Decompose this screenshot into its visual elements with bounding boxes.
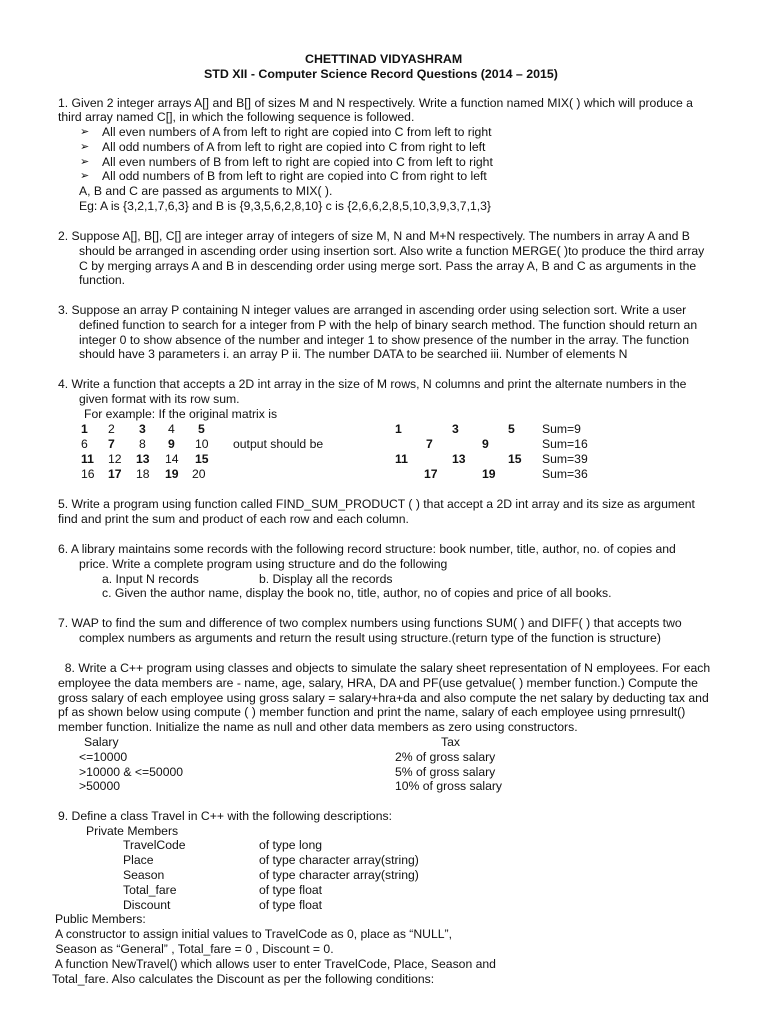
- output-cell: 1: [395, 422, 402, 436]
- q8-line-5: member function. Initialize the name as null and other data members as zero using constructors.: [58, 720, 578, 734]
- q1-example: Eg: A is {3,2,1,7,6,3} and B is {9,3,5,6,2,8,10} c is {2,6,6,2,8,5,10,3,9,3,7,1,3}: [79, 199, 491, 213]
- output-cell: 19: [482, 467, 496, 481]
- output-cell: 15: [508, 452, 522, 466]
- page-title: STD XII - Computer Science Record Questions (2014 – 2015): [204, 67, 558, 81]
- q9-discount: Total_fare. Also calculates the Discount as per the following conditions:: [52, 972, 435, 986]
- q5-line-2: find and print the sum and product of each row and each column.: [58, 512, 409, 526]
- matrix-cell: 2: [108, 422, 115, 436]
- q3-line-1: 3. Suppose an array P containing N integer values are arranged in ascending order using selection sort. Write a user: [58, 303, 687, 317]
- q3-line-4: should have 3 parameters i. an array P ii. The number DATA to be searched iii. Number of elements N: [79, 347, 628, 361]
- q9-line-1: 9. Define a class Travel in C++ with the following descriptions:: [58, 809, 392, 823]
- q3-line-2: defined function to search for a integer from P with the help of binary search method. The function should return an: [79, 318, 698, 332]
- salary-cell: >50000: [79, 779, 121, 793]
- matrix-cell: 14: [165, 452, 179, 466]
- matrix-cell: 1: [81, 422, 88, 436]
- q1-bullet-4: ➢ All odd numbers of B from left to right are copied into C from right to left: [102, 169, 487, 184]
- output-cell: 11: [395, 452, 408, 466]
- row-sum: Sum=36: [542, 467, 588, 481]
- q1-line-2: third array named C[], in which the following sequence is followed.: [58, 110, 415, 124]
- tax-header: Tax: [441, 735, 460, 749]
- matrix-cell: 6: [81, 437, 88, 451]
- member-type: of type float: [259, 883, 323, 897]
- q8-line-4: pf as shown below using compute ( ) member function and print the name, salary of each employee using prnresult(): [58, 705, 686, 719]
- q5-line-1: 5. Write a program using function called FIND_SUM_PRODUCT ( ) that accept a 2D int array and its size as argument: [58, 497, 695, 511]
- member-type: of type float: [259, 898, 323, 912]
- matrix-cell: 17: [108, 467, 122, 481]
- school-name: CHETTINAD VIDYASHRAM: [305, 52, 463, 66]
- q4-line-2: given format with its row sum.: [79, 392, 240, 406]
- q1-bullet-2: ➢ All odd numbers of A from left to right are copied into C from right to left: [102, 140, 485, 155]
- row-sum: Sum=16: [542, 437, 588, 451]
- q9-constructor: A constructor to assign initial values to TravelCode as 0, place as “NULL”,: [55, 927, 452, 941]
- tax-cell: 2% of gross salary: [395, 750, 496, 764]
- output-label: output should be: [233, 437, 324, 451]
- q6-line-2: price. Write a complete program using structure and do the following: [79, 557, 448, 571]
- q6-item-a: a. Input N records: [102, 572, 199, 586]
- matrix-cell: 3: [139, 422, 146, 436]
- output-cell: 17: [424, 467, 438, 481]
- private-members-label: Private Members: [86, 824, 179, 838]
- member-name: Season: [123, 868, 165, 882]
- q4-line-1: 4. Write a function that accepts a 2D int array in the size of M rows, N columns and print the alternate numbers in the: [58, 377, 687, 391]
- matrix-cell: 11: [81, 452, 94, 466]
- output-cell: 3: [452, 422, 459, 436]
- member-name: Discount: [123, 898, 171, 912]
- matrix-cell: 19: [165, 467, 179, 481]
- q8-line-1: 8. Write a C++ program using classes and objects to simulate the salary sheet representation of N employees. For each: [58, 661, 711, 675]
- output-cell: 7: [426, 437, 433, 451]
- row-sum: Sum=39: [542, 452, 588, 466]
- q4-example-label: For example: If the original matrix is: [84, 407, 278, 421]
- salary-header: Salary: [84, 735, 119, 749]
- q7-line-1: 7. WAP to find the sum and difference of two complex numbers using functions SUM( ) and DIFF( ) that accepts two: [58, 616, 682, 630]
- tax-cell: 5% of gross salary: [395, 765, 496, 779]
- q6-item-b: b. Display all the records: [259, 572, 393, 586]
- q6-line-1: 6. A library maintains some records with the following record structure: book number, title, author, no. of copies and: [58, 542, 676, 556]
- matrix-cell: 5: [198, 422, 205, 436]
- row-sum: Sum=9: [542, 422, 581, 436]
- q1-line-1: 1. Given 2 integer arrays A[] and B[] of sizes M and N respectively. Write a function named MIX( ) which will produce a: [58, 96, 693, 110]
- output-cell: 13: [452, 452, 466, 466]
- matrix-cell: 8: [139, 437, 146, 451]
- member-type: of type long: [259, 838, 323, 852]
- matrix-cell: 13: [136, 452, 150, 466]
- member-type: of type character array(string): [259, 853, 419, 867]
- member-name: Place: [123, 853, 154, 867]
- q2-line-3: C by merging arrays A and B in descending order using merge sort. Pass the array A, B and C as arguments in the: [79, 259, 697, 273]
- output-cell: 9: [482, 437, 489, 451]
- q2-line-1: 2. Suppose A[], B[], C[] are integer array of integers of size M, N and M+N respectively. The numbers in array A and B: [58, 229, 690, 243]
- tax-cell: 10% of gross salary: [395, 779, 503, 793]
- output-cell: 5: [508, 422, 515, 436]
- q8-line-3: gross salary of each employee using gross salary = salary+hra+da and also compute the net salary by deducting tax and: [58, 691, 709, 705]
- q7-line-2: complex numbers as arguments and return the result using structure.(return type of the function is structure): [79, 631, 661, 645]
- matrix-cell: 4: [168, 422, 175, 436]
- member-name: Total_fare: [123, 883, 177, 897]
- matrix-cell: 16: [81, 467, 95, 481]
- matrix-cell: 15: [195, 452, 209, 466]
- public-members-label: Public Members:: [55, 912, 146, 926]
- matrix-cell: 20: [192, 467, 206, 481]
- matrix-cell: 7: [108, 437, 115, 451]
- member-type: of type character array(string): [259, 868, 419, 882]
- q1-bullet-3: ➢ All even numbers of B from left to right are copied into C from left to right: [102, 155, 493, 170]
- q2-line-2: should be arranged in ascending order using insertion sort. Also write a function MERGE( )to produce the third array: [79, 244, 705, 258]
- q3-line-3: integer 0 to show absence of the number and integer 1 to show presence of the number in the array. The function: [79, 333, 689, 347]
- matrix-cell: 18: [136, 467, 150, 481]
- q9-defaults: Season as “General” , Total_fare = 0 , Discount = 0.: [52, 942, 334, 956]
- salary-cell: >10000 & <=50000: [79, 765, 184, 779]
- q1-arguments: A, B and C are passed as arguments to MIX( ).: [79, 184, 333, 198]
- q9-newtravel: A function NewTravel() which allows user to enter TravelCode, Place, Season and: [52, 957, 496, 971]
- q1-bullet-1: ➢ All even numbers of A from left to right are copied into C from left to right: [102, 125, 492, 140]
- salary-cell: <=10000: [79, 750, 128, 764]
- q2-line-4: function.: [79, 273, 126, 287]
- matrix-cell: 12: [108, 452, 122, 466]
- q6-item-c: c. Given the author name, display the book no, title, author, no of copies and price of all books.: [102, 586, 612, 600]
- matrix-cell: 10: [195, 437, 209, 451]
- member-name: TravelCode: [123, 838, 186, 852]
- q8-line-2: employee the data members are - name, age, salary, HRA, DA and PF(use getvalue( ) member function.) Compute the: [58, 676, 698, 690]
- matrix-cell: 9: [168, 437, 175, 451]
